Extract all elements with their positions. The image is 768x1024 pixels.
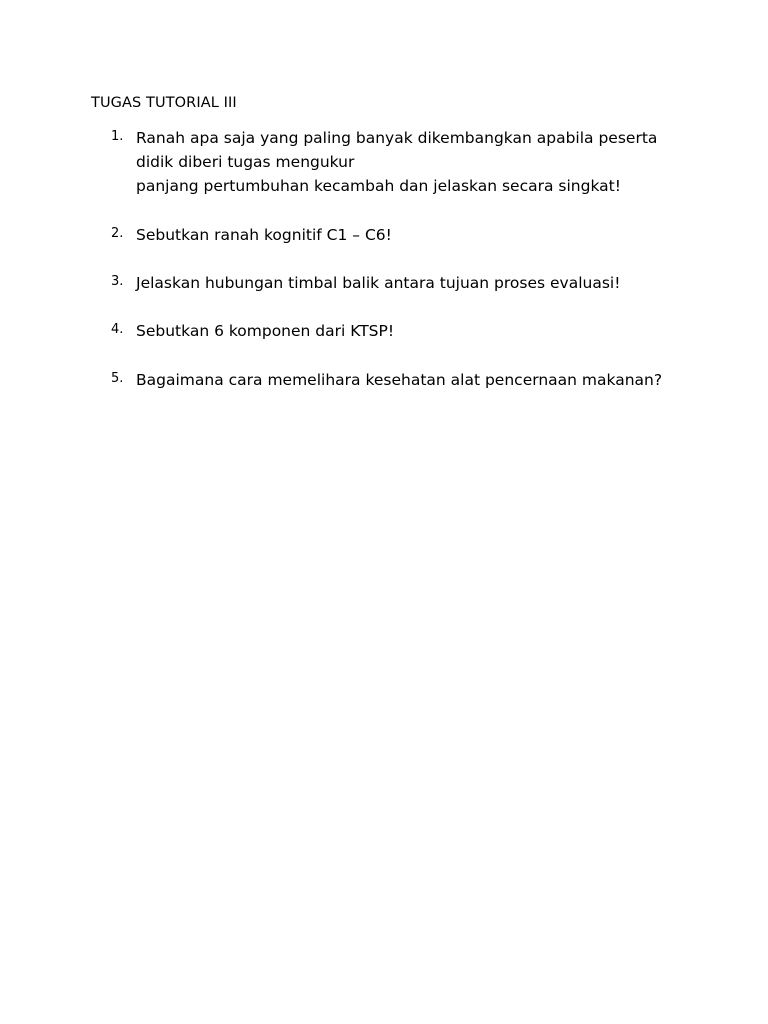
question-number: 5.	[111, 371, 124, 386]
question-line: Bagaimana cara memelihara kesehatan alat pencernaan makanan?	[136, 371, 663, 389]
question-line: Sebutkan ranah kognitif C1 – C6!	[136, 226, 392, 244]
question-number: 3.	[111, 274, 124, 289]
question-text	[136, 271, 620, 295]
question-line: Sebutkan 6 komponen dari KTSP!	[136, 322, 395, 340]
question-number: 4.	[111, 322, 124, 337]
question-line: Jelaskan hubungan timbal balik antara tujuan proses evaluasi!	[136, 274, 621, 292]
question-text	[136, 223, 392, 247]
question-text	[136, 319, 394, 343]
question-number: 1.	[111, 129, 124, 144]
question-line: panjang pertumbuhan kecambah dan jelaskan secara singkat!	[136, 177, 621, 195]
question-text	[136, 126, 657, 198]
question-line: Ranah apa saja yang paling banyak dikembangkan apabila peserta	[136, 129, 658, 147]
question-text	[136, 368, 662, 392]
document-title: TUGAS TUTORIAL III	[91, 95, 237, 111]
question-number: 2.	[111, 226, 124, 241]
question-line: didik diberi tugas mengukur	[136, 153, 355, 171]
